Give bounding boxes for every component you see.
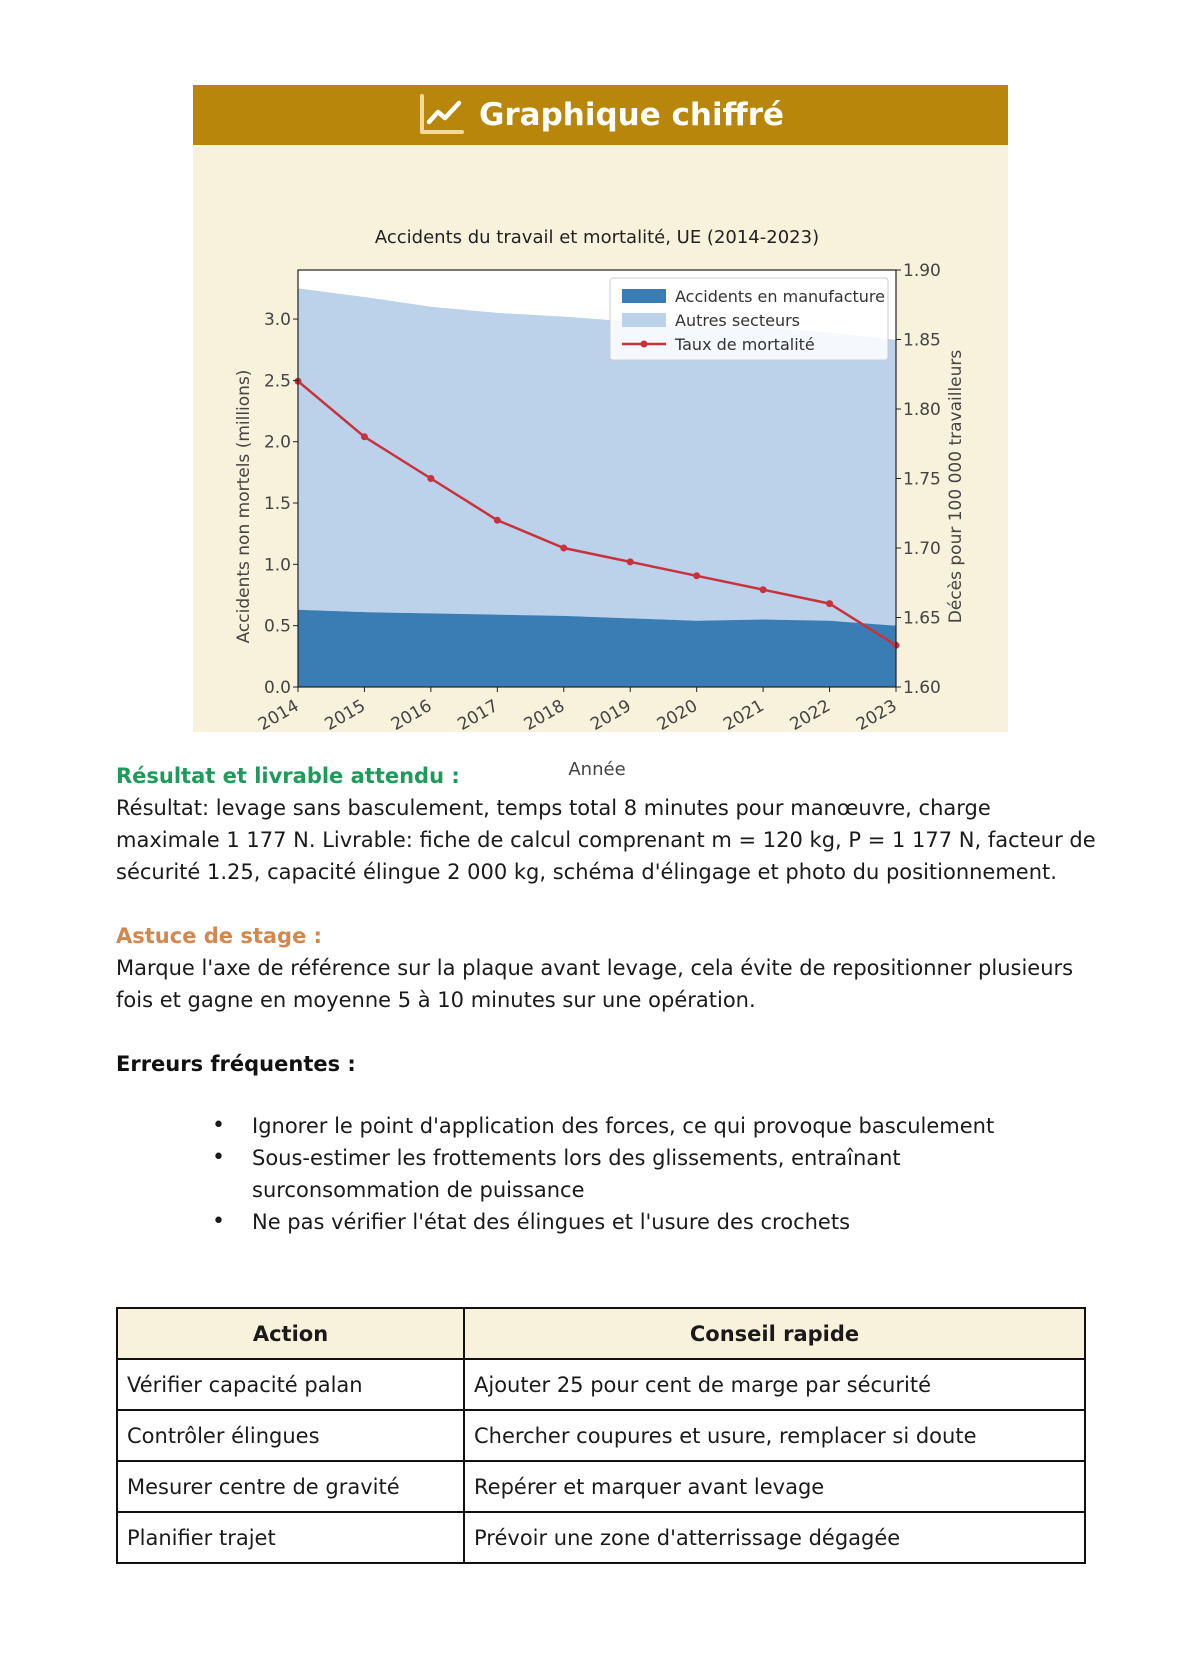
tip-line: Marque l'axe de référence sur la plaque avant levage, cela évite de repositionner plusieurs <box>116 956 1074 980</box>
y-tick-label: 2.0 <box>263 432 291 453</box>
errors-list <box>212 1110 1032 1238</box>
x-tick-label: 2014 <box>255 696 303 735</box>
tip-heading: Astuce de stage : <box>116 924 323 948</box>
area-accidents-manufacture <box>298 610 896 687</box>
y2-tick-label: 1.85 <box>903 330 941 351</box>
legend-marker-taux <box>641 341 648 348</box>
result-section <box>116 760 1096 888</box>
legend-swatch-manufacture <box>622 289 666 303</box>
data-point-taux <box>826 600 833 607</box>
y-tick-label: 3.0 <box>263 310 291 331</box>
y2-tick-label: 1.90 <box>903 261 941 281</box>
y-tick-label: 2.5 <box>263 371 291 392</box>
column-header: Conseil rapide <box>464 1308 1085 1359</box>
list-item: • Ne pas vérifier l'état des élingues et l'usure des crochets <box>212 1206 1032 1238</box>
result-line: maximale 1 177 N. Livrable: fiche de calcul comprenant m = 120 kg, P = 1 177 N, facteur de <box>116 828 1096 852</box>
chart-header <box>193 85 1008 145</box>
data-point-taux <box>361 433 368 440</box>
x-tick-label: 2021 <box>720 696 768 735</box>
tip-line: fois et gagne en moyenne 5 à 10 minutes sur une opération. <box>116 988 756 1012</box>
result-heading: Résultat et livrable attendu : <box>116 764 460 788</box>
legend-label: Accidents en manufacture <box>675 287 885 306</box>
table-cell: Mesurer centre de gravité <box>117 1461 464 1512</box>
table-cell: Ajouter 25 pour cent de marge par sécurité <box>464 1359 1085 1410</box>
x-axis-label: Année <box>568 759 626 780</box>
legend-swatch-autres <box>622 313 666 327</box>
chart-title: Accidents du travail et mortalité, UE (2014-2023) <box>374 227 820 248</box>
data-point-taux <box>427 475 434 482</box>
y-tick-label: 1.5 <box>263 494 291 515</box>
table-row <box>117 1359 1085 1410</box>
legend-label: Autres secteurs <box>675 311 800 330</box>
x-tick-label: 2017 <box>454 696 502 735</box>
list-item: • Sous-estimer les frottements lors des glissements, entraînant surconsommation de puissance <box>212 1142 1032 1206</box>
list-item: • Ignorer le point d'application des forces, ce qui provoque basculement <box>212 1110 1032 1142</box>
data-point-taux <box>627 558 634 565</box>
table-header-row <box>117 1308 1085 1359</box>
y-tick-label: 0.5 <box>263 616 291 637</box>
line-chart-icon <box>417 93 465 137</box>
result-line: Résultat: levage sans basculement, temps total 8 minutes pour manœuvre, charge <box>116 796 991 820</box>
y2-tick-label: 1.60 <box>903 678 941 698</box>
x-tick-label: 2022 <box>786 696 835 735</box>
table-cell: Contrôler élingues <box>117 1410 464 1461</box>
y2-tick-label: 1.75 <box>903 469 941 490</box>
data-point-taux <box>494 517 501 524</box>
errors-heading: Erreurs fréquentes : <box>116 1052 356 1076</box>
x-tick-label: 2020 <box>653 696 702 735</box>
result-line: sécurité 1.25, capacité élingue 2 000 kg, schéma d'élingage et photo du positionnement. <box>116 860 1057 884</box>
table-cell: Prévoir une zone d'atterrissage dégagée <box>464 1512 1085 1563</box>
chart-header-title: Graphique chiffré <box>478 97 785 133</box>
x-tick-label: 2023 <box>853 696 901 735</box>
data-point-taux <box>560 545 567 552</box>
y2-axis-label: Décès pour 100 000 travailleurs <box>946 349 966 624</box>
column-header: Action <box>117 1308 464 1359</box>
y2-tick-label: 1.70 <box>903 539 941 559</box>
x-tick-label: 2019 <box>587 696 635 735</box>
table-cell: Vérifier capacité palan <box>117 1359 464 1410</box>
y2-tick-label: 1.80 <box>903 400 941 420</box>
tips-table <box>116 1307 1086 1564</box>
y-tick-label: 0.0 <box>263 678 291 698</box>
y2-tick-label: 1.65 <box>903 608 941 629</box>
x-tick-label: 2016 <box>387 696 436 735</box>
x-tick-label: 2015 <box>321 696 369 735</box>
legend-label: Taux de mortalité <box>675 335 815 354</box>
table-cell: Planifier trajet <box>117 1512 464 1563</box>
table-row <box>117 1410 1085 1461</box>
data-point-taux <box>760 586 767 593</box>
tip-section <box>116 920 1096 1016</box>
errors-section <box>116 1048 1096 1080</box>
table-row <box>117 1461 1085 1512</box>
y-tick-label: 1.0 <box>263 555 291 576</box>
table-cell: Chercher coupures et usure, remplacer si doute <box>464 1410 1085 1461</box>
table-cell: Repérer et marquer avant levage <box>464 1461 1085 1512</box>
x-tick-label: 2018 <box>520 696 569 735</box>
data-point-taux <box>693 572 700 579</box>
y-axis-label: Accidents non mortels (millions) <box>234 369 254 644</box>
table-row <box>117 1512 1085 1563</box>
